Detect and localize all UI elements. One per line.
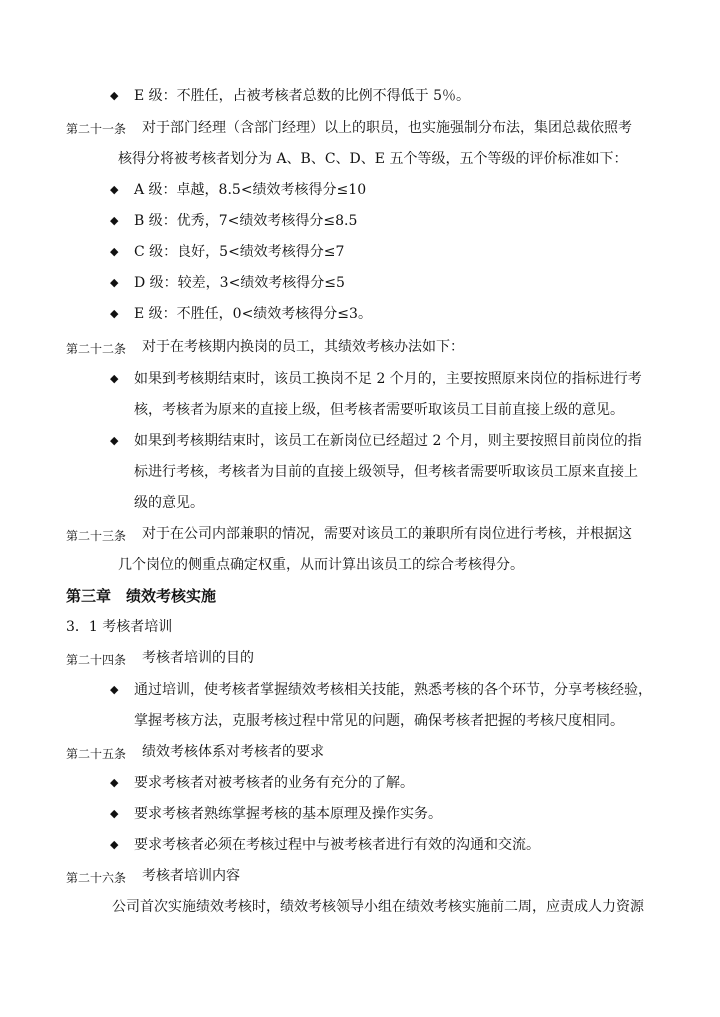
grade-item-d: D 级：较差，3<绩效考核得分≤5 bbox=[134, 275, 345, 291]
bullet-icon: ◆ bbox=[110, 245, 119, 258]
bullet-icon: ◆ bbox=[110, 683, 119, 696]
chapter-heading: 第三章 绩效考核实施 bbox=[66, 587, 217, 605]
article-21-label: 第二十一条 bbox=[66, 122, 127, 136]
article-22-label: 第二十二条 bbox=[66, 342, 127, 356]
article-24-bullet-line-1: 通过培训，使考核者掌握绩效考核相关技能，熟悉考核的各个环节，分享考核经验， bbox=[134, 682, 652, 698]
article-26-text: 考核者培训内容 bbox=[142, 868, 240, 884]
grade-item-b: B 级：优秀，7<绩效考核得分≤8.5 bbox=[134, 213, 358, 229]
e-grade-line: E 级：不胜任，占被考核者总数的比例不得低于 5％。 bbox=[134, 88, 471, 104]
article-24-text: 考核者培训的目的 bbox=[142, 650, 254, 666]
article-23-label: 第二十三条 bbox=[66, 529, 127, 543]
article-21-line-1: 对于部门经理（含部门经理）以上的职员，也实施强制分布法，集团总裁依照考 bbox=[142, 120, 632, 136]
bullet-icon: ◆ bbox=[110, 807, 119, 820]
bullet-icon: ◆ bbox=[110, 776, 119, 789]
article-25-text: 绩效考核体系对考核者的要求 bbox=[142, 744, 324, 760]
bullet-icon: ◆ bbox=[110, 372, 119, 385]
article-22-bullet-1-line-1: 如果到考核期结束时，该员工换岗不足 2 个月的，主要按照原来岗位的指标进行考 bbox=[134, 371, 642, 387]
article-24-label: 第二十四条 bbox=[66, 653, 127, 667]
bullet-icon: ◆ bbox=[110, 838, 119, 851]
grade-item-a: A 级：卓越，8.5<绩效考核得分≤10 bbox=[134, 182, 367, 198]
grade-item-c: C 级：良好，5<绩效考核得分≤7 bbox=[134, 244, 345, 260]
article-22-text: 对于在考核期内换岗的员工，其绩效考核办法如下： bbox=[142, 339, 464, 355]
article-22-bullet-2-line-2: 标进行考核，考核者为目前的直接上级领导，但考核者需要听取该员工原来直接上 bbox=[134, 464, 638, 480]
bullet-icon: ◆ bbox=[110, 434, 119, 447]
bullet-icon: ◆ bbox=[110, 276, 119, 289]
article-22-bullet-2-line-3: 级的意见。 bbox=[134, 495, 204, 511]
article-25-item-3: 要求考核者必须在考核过程中与被考核者进行有效的沟通和交流。 bbox=[134, 837, 540, 853]
article-25-item-2: 要求考核者熟练掌握考核的基本原理及操作实务。 bbox=[134, 806, 442, 822]
article-22-bullet-1-line-2: 核，考核者为原来的直接上级，但考核者需要听取该员工目前直接上级的意见。 bbox=[134, 402, 624, 418]
grade-item-e: E 级：不胜任，0<绩效考核得分≤3。 bbox=[134, 306, 372, 322]
article-23-line-2: 几个岗位的侧重点确定权重，从而计算出该员工的综合考核得分。 bbox=[118, 557, 524, 573]
article-22-bullet-2-line-1: 如果到考核期结束时，该员工在新岗位已经超过 2 个月，则主要按照目前岗位的指 bbox=[134, 433, 642, 449]
article-23-line-1: 对于在公司内部兼职的情况，需要对该员工的兼职所有岗位进行考核，并根据这 bbox=[142, 526, 632, 542]
bullet-icon: ◆ bbox=[110, 214, 119, 227]
article-26-paragraph: 公司首次实施绩效考核时，绩效考核领导小组在绩效考核实施前二周，应责成人力资源 bbox=[112, 899, 644, 915]
article-21-line-2: 核得分将被考核者划分为 A、B、C、D、E 五个等级，五个等级的评价标准如下： bbox=[118, 151, 628, 167]
article-26-label: 第二十六条 bbox=[66, 871, 127, 885]
article-25-item-1: 要求考核者对被考核者的业务有充分的了解。 bbox=[134, 775, 414, 791]
bullet-icon: ◆ bbox=[110, 183, 119, 196]
bullet-icon: ◆ bbox=[110, 89, 119, 102]
section-heading: 3．1 考核者培训 bbox=[66, 619, 173, 635]
article-25-label: 第二十五条 bbox=[66, 747, 127, 761]
article-24-bullet-line-2: 掌握考核方法，克服考核过程中常见的问题，确保考核者把握的考核尺度相同。 bbox=[134, 713, 624, 729]
bullet-icon: ◆ bbox=[110, 307, 119, 320]
